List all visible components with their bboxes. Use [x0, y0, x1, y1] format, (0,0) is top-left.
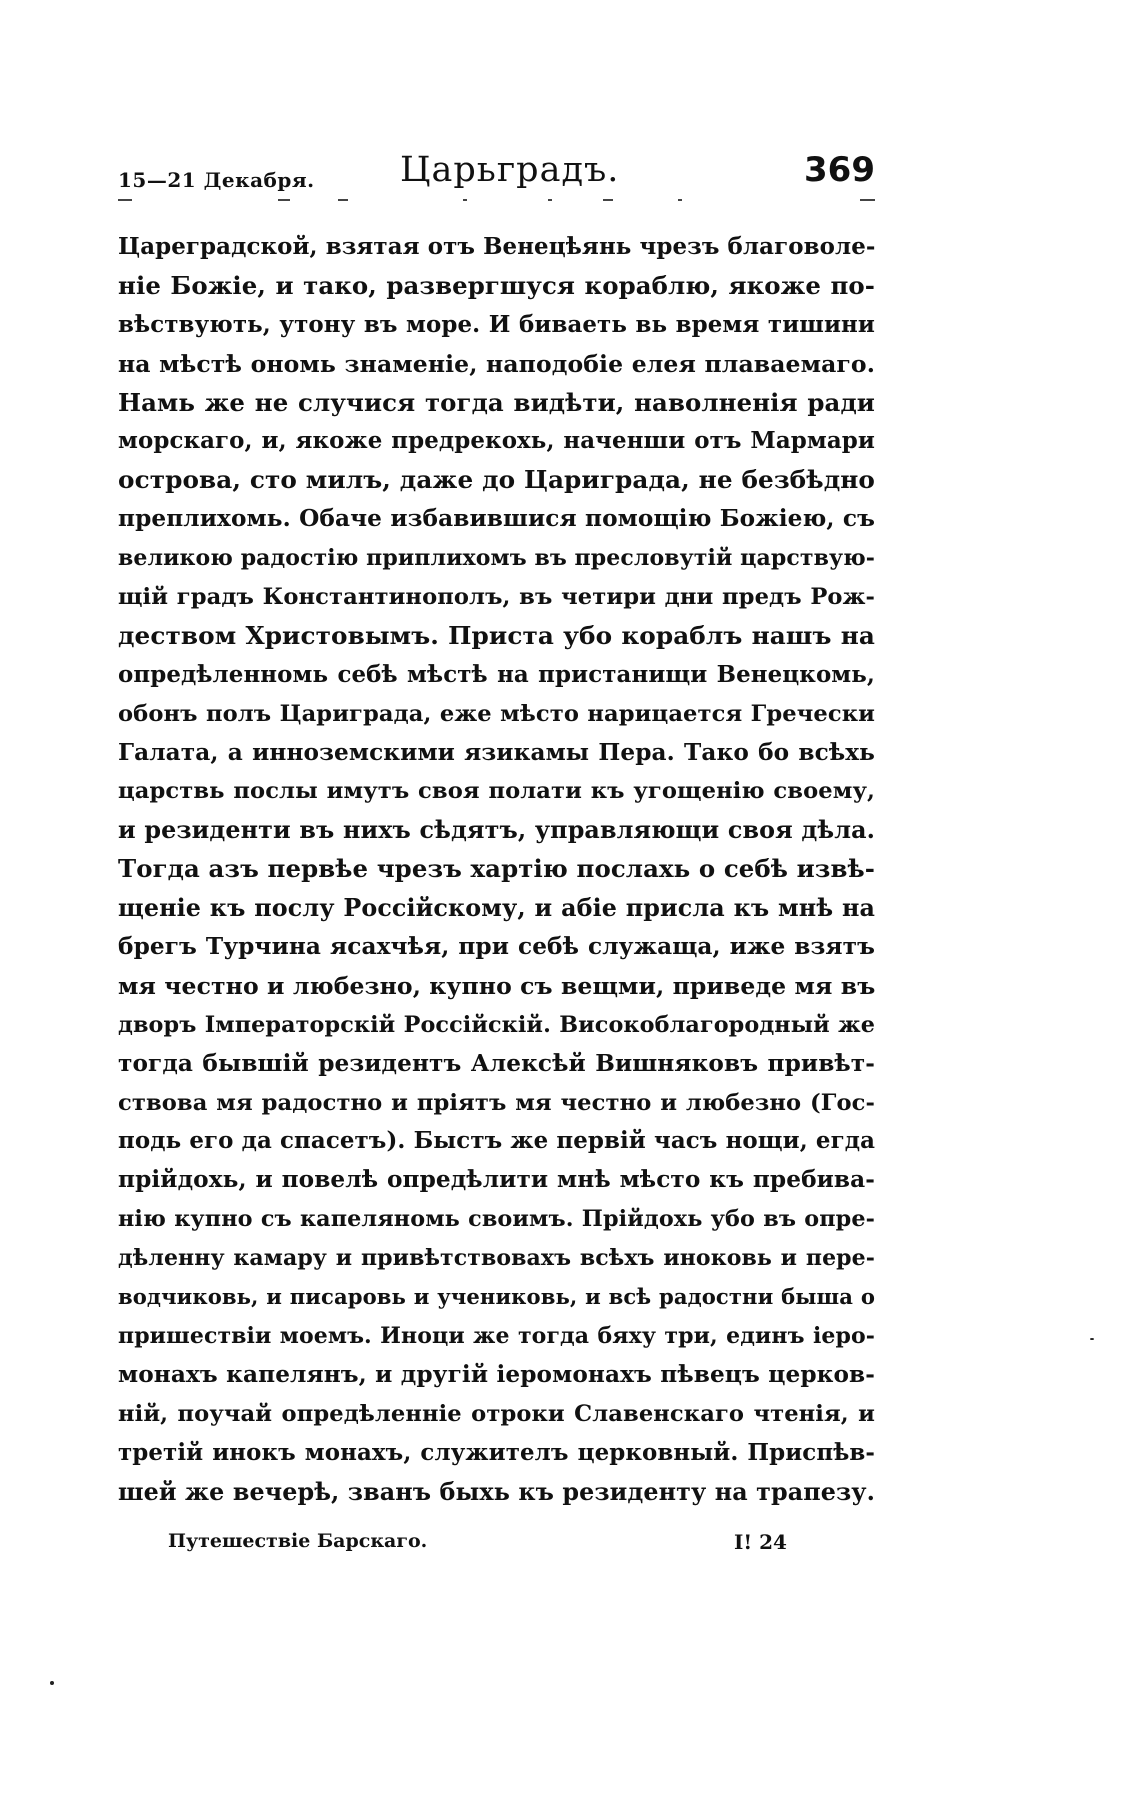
text-line: прійдохь, и повелѣ опредѣлити мнѣ мѣсто къ пребива-: [118, 1166, 875, 1194]
header-rule: [118, 199, 875, 203]
text-line: морскаго, и, якоже предрекохь, наченши отъ Мармари: [118, 427, 875, 455]
text-line: деством Христовымъ. Приста убо кораблъ нашъ на: [118, 620, 875, 650]
text-line: дворъ Імператорскій Россійскій. Високоблагородный же: [118, 1011, 875, 1038]
text-line: брегъ Турчина ясахчѣя, при себѣ служаща, иже взятъ: [118, 933, 875, 961]
text-line: щеніе къ послу Россійскому, и абіе присла къ мнѣ на: [118, 894, 875, 923]
text-line: ніе Божіе, и тако, развергшуся кораблю, якоже по-: [118, 270, 875, 300]
running-head: [118, 150, 875, 200]
text-line: преплихомь. Обаче избавившися помощію Божіею, съ: [118, 505, 875, 533]
footer-book-title: Путешествіе Барскаго.: [168, 1530, 428, 1552]
text-line: нію купно съ капеляномь своимъ. Прійдохь убо въ опре-: [118, 1206, 875, 1233]
text-line: подь его да спасетъ). Быстъ же первій часъ нощи, егда: [118, 1127, 875, 1155]
text-line: Цареградской, взятая отъ Венецѣянь чрезъ благоволе-: [118, 233, 876, 260]
text-line: мя честно и любезно, купно съ вещми, приведе мя въ: [118, 971, 876, 1000]
text-line: царствь послы имутъ своя полати къ угощенію своему,: [118, 778, 875, 805]
text-line: дѣленну камару и привѣтствовахъ всѣхъ иноковь и пере-: [118, 1245, 875, 1272]
text-line: обонъ полъ Цариграда, еже мѣсто нарицается Гречески: [118, 700, 875, 727]
text-line: ствова мя радостно и пріятъ мя честно и любезно (Гос-: [118, 1089, 875, 1116]
text-line: Тогда азъ первѣе чрезъ хартію послахь о себѣ извѣ-: [118, 854, 875, 884]
body-text: [118, 228, 875, 1511]
footer-signature: I! 24: [734, 1530, 787, 1554]
text-line: великою радостію приплихомъ въ пресловутій царствую-: [118, 545, 876, 572]
text-line: ній, поучай опредѣленніе отроки Славенскаго чтенія, и: [118, 1400, 875, 1427]
page-number: 369: [804, 150, 875, 190]
text-line: третій инокъ монахъ, служителъ церковный. Приспѣв-: [118, 1438, 875, 1466]
text-line: пришествіи моемъ. Иноци же тогда бяху три, единъ іеро-: [118, 1322, 875, 1349]
running-head-date: 15—21 Декабря.: [118, 168, 315, 192]
text-line: монахъ капелянъ, и другій іеромонахъ пѣвецъ церков-: [118, 1360, 875, 1388]
text-line: Намь же не случися тогда видѣти, наволненія ради: [118, 387, 875, 417]
text-line: Галата, а инноземскими язикамы Пера. Тако бо всѣхь: [118, 738, 875, 766]
text-line: на мѣстѣ ономь знаменіе, наподобіе елея плаваемаго.: [118, 349, 875, 378]
text-line: вѣствують, утону въ море. И биваеть вь время тишини: [118, 310, 875, 338]
text-line: щій градъ Константинополъ, въ четири дни предъ Рож-: [118, 584, 875, 611]
text-line: опредѣленномь себѣ мѣстѣ на пристанищи Венецкомь,: [118, 660, 875, 688]
running-head-title: Царьградъ.: [400, 150, 620, 190]
scan-speck: [1090, 1338, 1094, 1340]
text-line: и резиденти въ нихъ сѣдятъ, управляющи своя дѣла.: [118, 816, 875, 845]
scan-speck: [50, 1681, 54, 1685]
text-line: шей же вечерѣ, званъ быхь къ резиденту на трапезу.: [118, 1477, 875, 1506]
text-line: острова, сто милъ, даже до Цариграда, не безбѣдно: [118, 465, 875, 495]
page-footer: [168, 1530, 818, 1556]
text-line: водчиковь, и писаровь и учениковь, и всѣ радостни быша о: [118, 1284, 875, 1310]
text-line: тогда бывшій резидентъ Алексѣй Вишняковъ привѣт-: [118, 1049, 875, 1077]
